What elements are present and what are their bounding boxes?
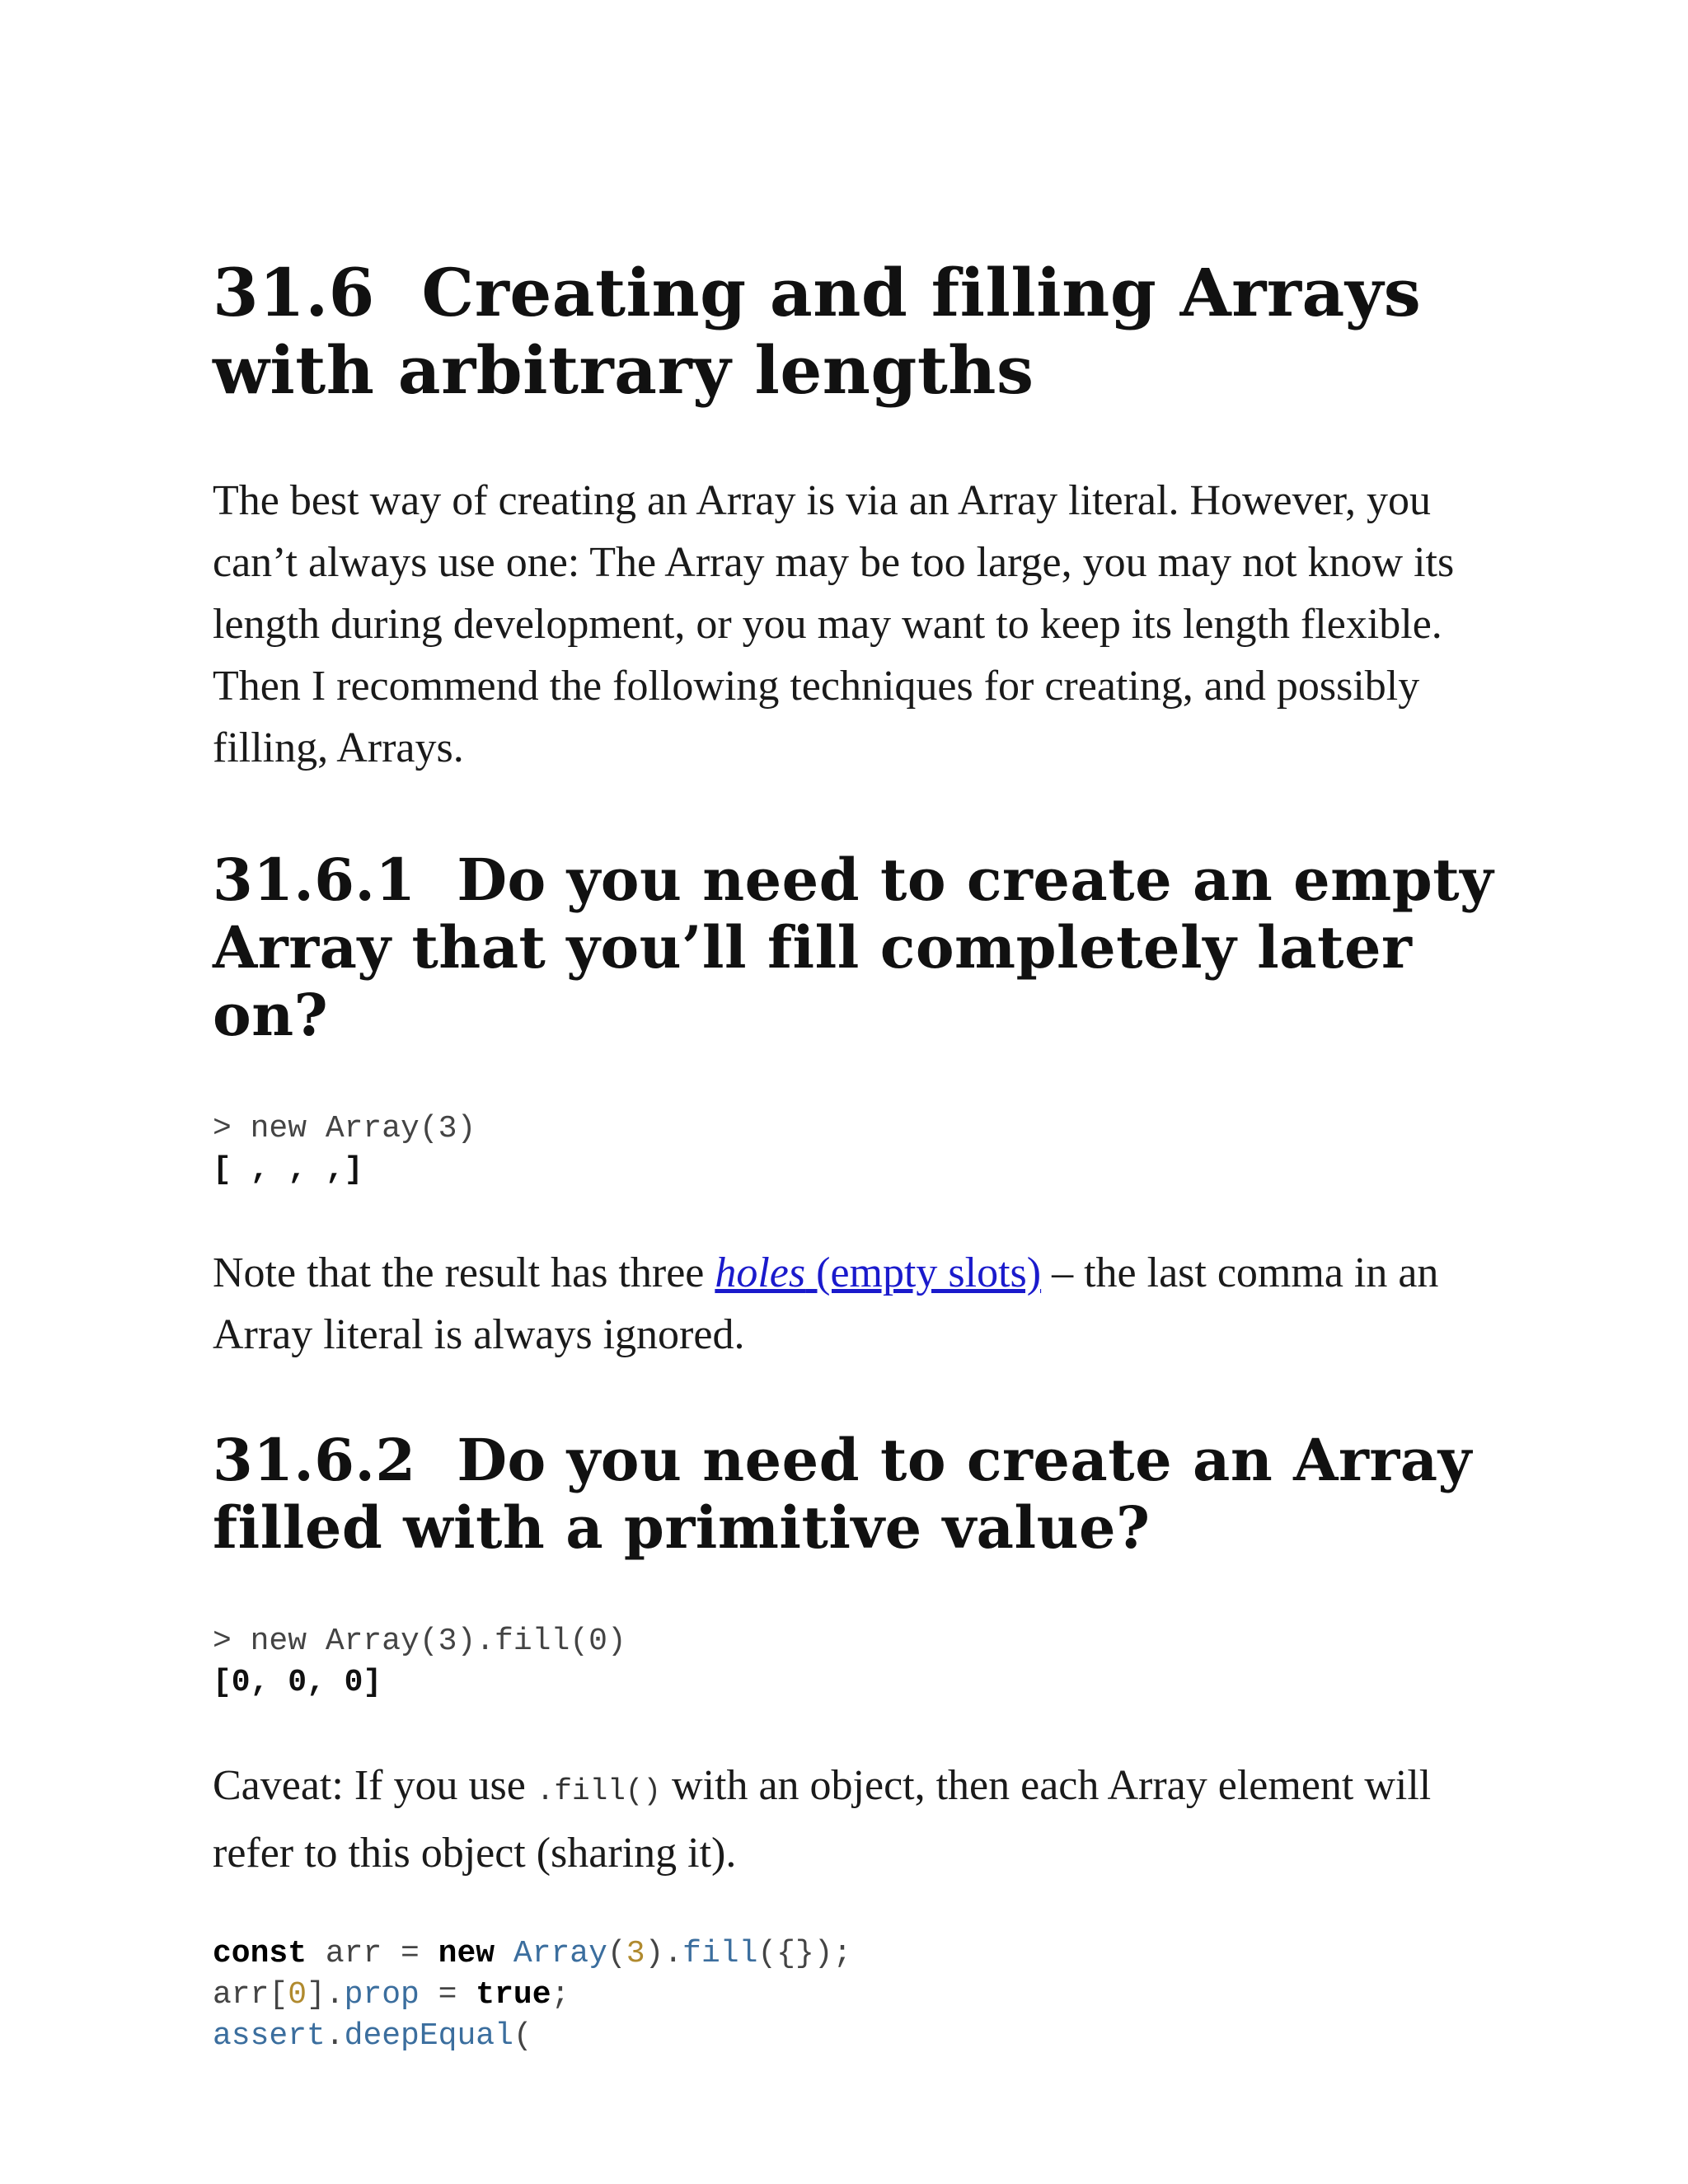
index-close-dot: ]. <box>307 1977 345 2013</box>
var-arr: arr = <box>307 1936 438 1971</box>
code-input-line: > new Array(3).fill(0) <box>213 1624 626 1659</box>
code-block-empty-array <box>213 1108 1498 1191</box>
page-content <box>213 254 1498 2057</box>
subsection-title: Do you need to create an empty Array that you’ll fill completely later on? <box>213 846 1494 1049</box>
code-block-fill-array <box>213 1621 1498 1704</box>
code-line-2 <box>213 1977 570 2013</box>
arr-index-open: arr[ <box>213 1977 288 2013</box>
method-deepequal: deepEqual <box>344 2018 513 2054</box>
keyword-new: new <box>438 1936 495 1971</box>
code-output-line: [ , , ,] <box>213 1152 363 1188</box>
note-text-start: Note that the result has three <box>213 1249 715 1296</box>
intro-paragraph: The best way of creating an Array is via an Array literal. However, you can’t always use one: The Array may be too large, you may not know its length during development, or you may want to keep its length flexible. Then I recommend the following techniques for creating, and possibly filling, Arrays. <box>213 477 1455 771</box>
number-3: 3 <box>626 1936 645 1971</box>
keyword-true: true <box>476 1977 551 2013</box>
paren-open: ( <box>513 2018 532 2054</box>
caveat-text-end: with an object, then each Array element will refer to this object (sharing it). <box>213 1762 1432 1877</box>
dot: . <box>325 2018 345 2054</box>
subsection-number: 31.6.1 <box>213 846 416 914</box>
number-0: 0 <box>288 1977 307 2013</box>
code-output-line: [0, 0, 0] <box>213 1665 382 1700</box>
paren-open: ( <box>607 1936 626 1971</box>
section-title: Creating and filling Arrays with arbitrary lengths <box>213 254 1422 409</box>
subsection-title: Do you need to create an Array filled with a primitive value? <box>213 1426 1472 1562</box>
section-heading <box>213 254 1498 409</box>
code-line-1 <box>213 1936 851 1971</box>
paren-close-dot: ). <box>645 1936 683 1971</box>
holes-link-italic: holes <box>715 1249 806 1296</box>
section-number: 31.6 <box>213 254 375 331</box>
subsection-number: 31.6.2 <box>213 1426 416 1494</box>
caveat-paragraph <box>213 1755 1498 1884</box>
note-text-end: – the last comma in an Array literal is always ignored. <box>213 1249 1439 1358</box>
subsection-heading-empty-array <box>213 846 1498 1049</box>
keyword-const: const <box>213 1936 307 1971</box>
holes-link-rest: (empty slots) <box>805 1249 1042 1296</box>
class-array: Array <box>495 1936 607 1971</box>
assign-op: = <box>419 1977 476 2013</box>
caveat-text-start: Caveat: If you use <box>213 1762 537 1809</box>
note-paragraph <box>213 1242 1498 1366</box>
fill-args: ({}); <box>757 1936 852 1971</box>
code-block-shared-object <box>213 1933 1498 2057</box>
semicolon: ; <box>551 1977 570 2013</box>
holes-link[interactable] <box>715 1249 1041 1296</box>
prop-name: prop <box>344 1977 420 2013</box>
subsection-heading-filled-array <box>213 1427 1498 1562</box>
inline-code-fill: .fill() <box>536 1774 662 1808</box>
assert-object: assert <box>213 2018 326 2054</box>
code-line-3 <box>213 2018 532 2054</box>
code-input-line: > new Array(3) <box>213 1111 476 1146</box>
method-fill: fill <box>682 1936 758 1971</box>
